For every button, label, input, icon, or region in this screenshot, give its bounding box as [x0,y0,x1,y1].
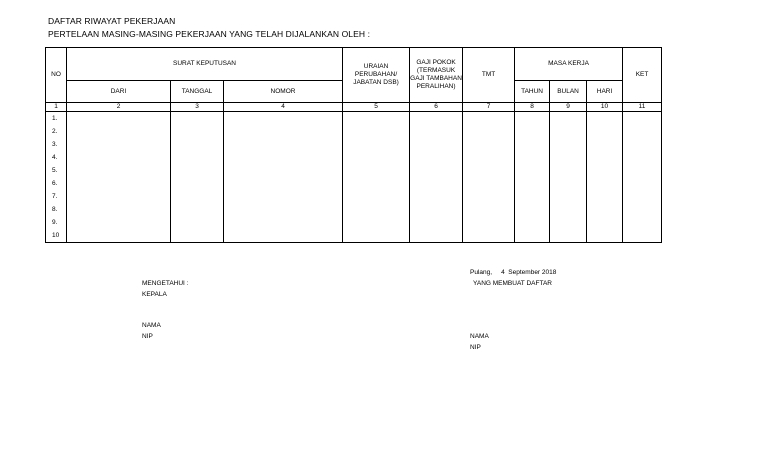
cell-nomor [224,164,343,177]
cell-tanggal [171,125,224,138]
row-number: 2. [46,125,67,138]
header-gaji-pokok: GAJI POKOK (TERMASUK GAJI TAMBAHAN PERALIHAN) [410,48,463,103]
cell-bulan [550,177,587,190]
cell-tmt [463,138,515,151]
cell-tmt [463,229,515,243]
cell-tahun [515,190,550,203]
header-tanggal: TANGGAL [171,81,224,103]
column-number: 1 [46,103,67,112]
row-number: 5. [46,164,67,177]
cell-gaji [410,125,463,138]
cell-hari [587,125,623,138]
column-number: 2 [67,103,171,112]
cell-gaji [410,177,463,190]
cell-gaji [410,229,463,243]
head-label: KEPALA [142,291,167,298]
acknowledged-label: MENGETAHUI : [142,280,189,287]
cell-bulan [550,229,587,243]
cell-dari [67,112,171,126]
cell-hari [587,151,623,164]
cell-hari [587,112,623,126]
cell-gaji [410,203,463,216]
column-number-row [46,103,662,112]
cell-uraian [343,164,410,177]
cell-gaji [410,216,463,229]
table-row [46,151,662,164]
header-tmt: TMT [463,48,515,103]
cell-uraian [343,112,410,126]
cell-hari [587,216,623,229]
cell-uraian [343,125,410,138]
table-row [46,112,662,126]
header-uraian: URAIAN PERUBAHAN/ JABATAN DSB) [343,48,410,103]
cell-hari [587,190,623,203]
cell-hari [587,164,623,177]
cell-tanggal [171,112,224,126]
cell-tahun [515,151,550,164]
work-history-table [45,47,662,243]
column-number: 6 [410,103,463,112]
cell-bulan [550,164,587,177]
table-row [46,190,662,203]
cell-nomor [224,138,343,151]
cell-ket [623,229,662,243]
cell-hari [587,138,623,151]
column-number: 7 [463,103,515,112]
table-row [46,177,662,190]
cell-ket [623,138,662,151]
cell-tanggal [171,229,224,243]
cell-nomor [224,112,343,126]
cell-uraian [343,229,410,243]
cell-tmt [463,216,515,229]
cell-tahun [515,138,550,151]
cell-ket [623,190,662,203]
cell-dari [67,164,171,177]
cell-bulan [550,138,587,151]
cell-ket [623,112,662,126]
table-row [46,125,662,138]
cell-uraian [343,216,410,229]
cell-tmt [463,125,515,138]
cell-bulan [550,203,587,216]
cell-tanggal [171,177,224,190]
table-row [46,203,662,216]
table-row [46,229,662,243]
cell-ket [623,177,662,190]
header-bulan: BULAN [550,81,587,103]
header-ket: KET [623,48,662,103]
cell-nomor [224,177,343,190]
cell-nomor [224,203,343,216]
cell-uraian [343,138,410,151]
cell-hari [587,229,623,243]
cell-dari [67,229,171,243]
left-name-label: NAMA [142,322,161,329]
cell-bulan [550,151,587,164]
cell-uraian [343,203,410,216]
maker-label: YANG MEMBUAT DAFTAR [473,280,552,287]
table-row [46,138,662,151]
cell-tahun [515,125,550,138]
column-number: 4 [224,103,343,112]
cell-nomor [224,229,343,243]
right-name-label: NAMA [470,333,489,340]
cell-tahun [515,164,550,177]
cell-tmt [463,112,515,126]
left-nip-label: NIP [142,333,153,340]
column-number: 8 [515,103,550,112]
cell-tanggal [171,216,224,229]
cell-gaji [410,112,463,126]
cell-uraian [343,151,410,164]
cell-gaji [410,190,463,203]
place-date: Pulang, 4 September 2018 [470,269,557,276]
right-nip-label: NIP [470,344,481,351]
header-hari: HARI [587,81,623,103]
cell-dari [67,138,171,151]
cell-dari [67,151,171,164]
table-row [46,164,662,177]
cell-hari [587,203,623,216]
cell-gaji [410,151,463,164]
row-number: 1. [46,112,67,126]
cell-uraian [343,190,410,203]
cell-nomor [224,151,343,164]
cell-tmt [463,164,515,177]
cell-uraian [343,177,410,190]
cell-tmt [463,177,515,190]
cell-tahun [515,216,550,229]
cell-ket [623,164,662,177]
cell-dari [67,216,171,229]
header-no: NO [46,48,67,103]
column-number: 11 [623,103,662,112]
cell-tanggal [171,138,224,151]
header-masa-kerja: MASA KERJA [515,48,623,81]
cell-tmt [463,151,515,164]
header-tahun: TAHUN [515,81,550,103]
cell-bulan [550,112,587,126]
table-row [46,216,662,229]
cell-tanggal [171,151,224,164]
row-number: 6. [46,177,67,190]
cell-tmt [463,190,515,203]
document-title: DAFTAR RIWAYAT PEKERJAAN [48,16,176,26]
header-surat-keputusan: SURAT KEPUTUSAN [67,48,343,81]
cell-tahun [515,112,550,126]
column-number: 3 [171,103,224,112]
row-number: 8. [46,203,67,216]
cell-tahun [515,177,550,190]
header-dari: DARI [67,81,171,103]
cell-tanggal [171,164,224,177]
cell-gaji [410,138,463,151]
cell-hari [587,177,623,190]
cell-ket [623,151,662,164]
cell-nomor [224,216,343,229]
cell-ket [623,125,662,138]
row-number: 3. [46,138,67,151]
column-number: 10 [587,103,623,112]
cell-bulan [550,125,587,138]
cell-nomor [224,190,343,203]
document-subtitle: PERTELAAN MASING-MASING PEKERJAAN YANG TELAH DIJALANKAN OLEH : [48,29,371,39]
cell-tahun [515,203,550,216]
row-number: 10 [46,229,67,243]
column-number: 9 [550,103,587,112]
cell-ket [623,216,662,229]
cell-gaji [410,164,463,177]
cell-nomor [224,125,343,138]
cell-tanggal [171,190,224,203]
cell-dari [67,190,171,203]
cell-tanggal [171,203,224,216]
cell-dari [67,125,171,138]
cell-tmt [463,203,515,216]
column-number: 5 [343,103,410,112]
row-number: 4. [46,151,67,164]
cell-dari [67,177,171,190]
cell-bulan [550,216,587,229]
header-nomor: NOMOR [224,81,343,103]
cell-dari [67,203,171,216]
row-number: 7. [46,190,67,203]
row-number: 9. [46,216,67,229]
cell-tahun [515,229,550,243]
cell-ket [623,203,662,216]
cell-bulan [550,190,587,203]
